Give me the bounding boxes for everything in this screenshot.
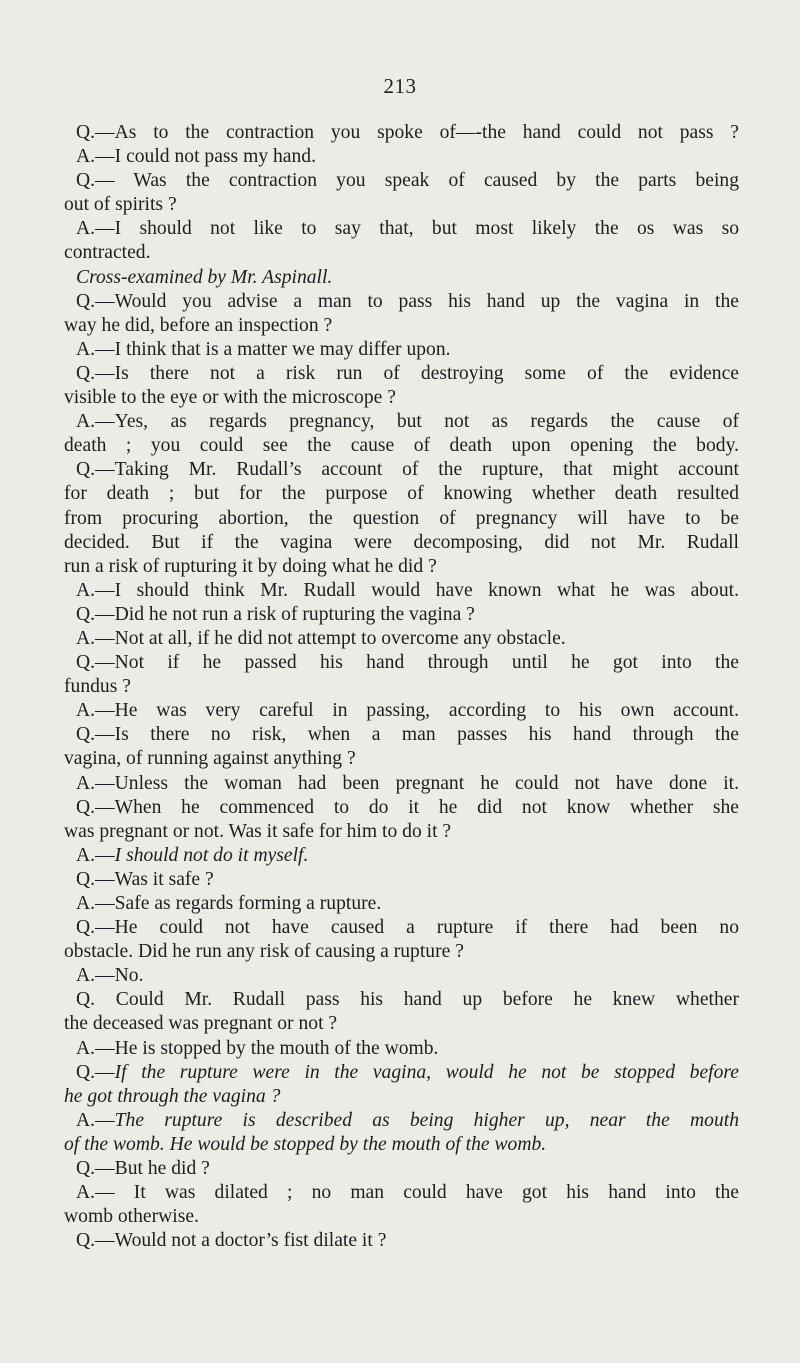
text-line: A.—Not at all, if he did not attempt to overcome any obstacle. xyxy=(76,627,566,649)
text-line: Q.— Was the contraction you speak of caused by the parts being xyxy=(76,170,739,192)
text-line: Q.—Is there no risk, when a man passes his hand through the xyxy=(76,724,739,746)
text-line: obstacle. Did he run any risk of causing a rupture ? xyxy=(64,941,464,963)
text-line: Q.—Was it safe ? xyxy=(76,868,214,890)
text-line: Q.—But he did ? xyxy=(76,1158,210,1180)
text-line: A.—I should not do it myself. xyxy=(76,844,309,866)
text-line: Q.—Not if he passed his hand through until he got into the xyxy=(76,652,739,674)
text-line: Q.—When he commenced to do it he did not know whether she xyxy=(76,796,739,818)
text-line: Q.—Taking Mr. Rudall’s account of the rupture, that might account xyxy=(76,459,739,481)
text-line: A.—No. xyxy=(76,965,144,987)
text-line: was pregnant or not. Was it safe for him to do it ? xyxy=(64,820,452,842)
text-line: A.—The rupture is described as being higher up, near the mouth xyxy=(76,1109,739,1131)
text-line: womb otherwise. xyxy=(64,1206,199,1228)
text-line: A.— It was dilated ; no man could have got his hand into the xyxy=(76,1182,739,1204)
text-line: A.—He was very careful in passing, according to his own account. xyxy=(76,700,739,722)
text-line: A.—Safe as regards forming a rupture. xyxy=(76,893,382,914)
text-line: Cross-examined by Mr. Aspinall. xyxy=(76,266,333,288)
text-line: of the womb. He would be stopped by the mouth of the womb. xyxy=(64,1133,547,1155)
text-line: Q.—Would not a doctor’s fist dilate it ? xyxy=(76,1230,387,1252)
text-line: Q.—Would you advise a man to pass his hand up the vagina in the xyxy=(76,290,739,312)
text-line: fundus ? xyxy=(64,676,131,698)
text-line: death ; you could see the cause of death upon opening the body. xyxy=(64,435,739,457)
text-line: decided. But if the vagina were decomposing, did not Mr. Rudall xyxy=(64,531,739,553)
page-number: 213 xyxy=(383,74,417,98)
testimony-text xyxy=(64,121,739,1253)
text-line: Q. Could Mr. Rudall pass his hand up before he knew whether xyxy=(76,989,739,1011)
text-line: Q.—If the rupture were in the vagina, would he not be stopped before xyxy=(76,1061,739,1083)
text-line: A.—I think that is a matter we may differ upon. xyxy=(76,338,451,360)
text-line: A.—Unless the woman had been pregnant he could not have done it. xyxy=(76,772,739,794)
text-line: contracted. xyxy=(64,242,151,264)
text-line: vagina, of running against anything ? xyxy=(64,748,356,770)
text-line: A.—I could not pass my hand. xyxy=(76,146,316,168)
text-line: A.—I should not like to say that, but most likely the os was so xyxy=(76,218,739,240)
text-line: Q.—Is there not a risk run of destroying some of the evidence xyxy=(76,362,739,384)
text-line: Q.—As to the contraction you spoke of—-the hand could not pass ? xyxy=(76,122,739,143)
text-line: Q.—Did he not run a risk of rupturing the vagina ? xyxy=(76,603,475,625)
text-line: Q.—He could not have caused a rupture if there had been no xyxy=(76,917,739,939)
text-line: the deceased was pregnant or not ? xyxy=(64,1013,338,1035)
text-line: A.—I should think Mr. Rudall would have known what he was about. xyxy=(76,579,739,601)
text-line: he got through the vagina ? xyxy=(64,1085,281,1107)
text-line: A.—He is stopped by the mouth of the womb. xyxy=(76,1037,439,1059)
text-line: visible to the eye or with the microscope ? xyxy=(64,387,396,409)
text-line: from procuring abortion, the question of pregnancy will have to be xyxy=(64,507,739,529)
text-line: out of spirits ? xyxy=(64,194,177,216)
text-line: way he did, before an inspection ? xyxy=(64,314,333,336)
text-line: A.—Yes, as regards pregnancy, but not as regards the cause of xyxy=(76,411,739,433)
text-line: for death ; but for the purpose of knowing whether death resulted xyxy=(64,483,739,505)
text-line: run a risk of rupturing it by doing what he did ? xyxy=(64,555,437,577)
